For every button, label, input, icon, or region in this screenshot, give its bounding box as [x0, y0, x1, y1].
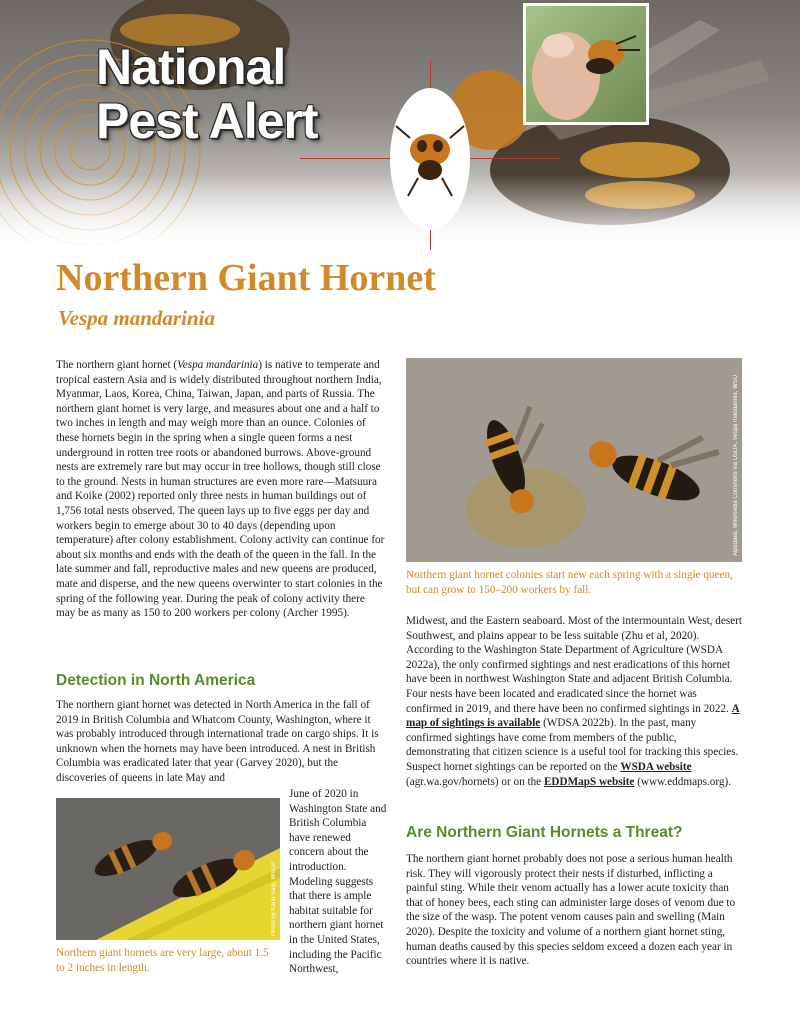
header-banner	[0, 0, 800, 250]
detection-heading: Detection in North America	[56, 672, 256, 689]
sightings-map-link[interactable]: A map of sightings is available	[406, 702, 740, 730]
distribution-text-b: (WDSA 2022b). In the past, many confirmed sightings have come from members of the public, demonstrating that citizen science is a useful tool for tracking this species. Suspect hornet sightings can be reported on the	[406, 717, 739, 773]
hornets-on-ruler-photo	[56, 798, 280, 940]
right-photo-caption: Northern giant hornet colonies start new each spring with a single queen, but can grow to 150–200 workers by fall.	[406, 569, 733, 596]
intro-paragraph	[56, 358, 386, 621]
header-title	[96, 40, 426, 148]
intro-species-name: Vespa mandarinia	[177, 359, 259, 371]
threat-paragraph: The northern giant hornet probably does not pose a serious human health risk. They will vigorously protect their nests if disturbed, inflicting a painful sting. While their venom actually has a lower acute toxicity than that of honey bees, each sting can administer large doses of venom due to the size of the wasp. The potent venom causes pain and swelling (Main 2020). Despite the toxicity and volume of a northern giant hornet sting, human deaths caused by this species seldom exceed a dozen each year in countries where it is native.	[406, 853, 736, 968]
intro-text-start: The northern giant hornet (	[56, 359, 178, 371]
scientific-name-subtitle: Vespa mandarinia	[58, 306, 215, 330]
hornet-colony-photo	[406, 358, 742, 562]
wsda-website-link[interactable]: WSDA website	[620, 760, 692, 773]
intro-text-rest: ) is native to temperate and tropical eastern Asia and is widely distributed throughout northern India, Myanmar, Laos, Korea, China, Taiwan, Japan, and parts of Russia. The northern giant hornet is very large, and measures about one and a half to two inches in length and may weigh more than an ounce. Colonies of these hornets begin in the spring when a single queen forms a nest underground in rotten tree roots or abandoned burrows. Above-ground nests are extremely rare but may occur in tree hollows, though still close to the ground. Nests in human structures are even more rare—Matsuura and Koike (2002) reported only three nests in human buildings out of 1,756 total nests observed. The queen lays up to five eggs per day and workers begin to emerge about 30 to 40 days (depending upon temperature) after colony establishment. Colony activity can continue for about six months and ends with the death of the queen in the fall. In the late summer and fall, reproductive males and new queens are produced, mate and disperse, and the new queens overwinter to start colonies in the spring of the following year. During the peak of colony activity there may be as many as 150 to 200 workers per colony (Archer 1995).	[56, 359, 385, 620]
right-photo-credit: Alpsdake, Wikimedia Commons via USDA, Vespa mandarinia, WSU	[733, 374, 739, 556]
hornet-head-oval-photo	[390, 88, 470, 230]
left-photo-caption: Northern giant hornets are very large, about 1.5 to 2 inches in length.	[56, 947, 269, 974]
header-title-line2: Pest Alert	[96, 93, 318, 149]
page-title: Northern Giant Hornet	[56, 257, 436, 299]
eddmaps-website-link[interactable]: EDDMapS website	[543, 775, 635, 788]
detection-paragraph-1: The northern giant hornet was detected in North America in the fall of 2019 in British Columbia and Whatcom County, Washington, where it was probably introduced through international trade on cargo ships. It is unknown when the hornets may have been introduced. A nest in British Columbia was eradicated later that year (Garvey 2020), but the discoveries of queens in late May and	[56, 699, 379, 784]
detection-paragraph-2: June of 2020 in Washington State and British Columbia have renewed concern about the introduction. Modeling suggests that there is ample habitat suitable for northern giant hornet in the United States, including the Pacific Northwest,	[289, 788, 387, 976]
distribution-text-d: (www.eddmaps.org).	[634, 775, 732, 788]
hornet-in-hand-inset-photo	[523, 3, 649, 125]
header-title-line1: National	[96, 39, 286, 95]
left-photo-credit: Photo by Karla Salp, WSDA	[271, 861, 277, 936]
distribution-text-a: Midwest, and the Eastern seaboard. Most of the intermountain West, desert Southwest, and plains appear to be less suitable (Zhu et al, 2020). According to the Washington State Department of Agriculture (WSDA 2022a), the only confirmed sightings and nest eradications of this hornet have been in northwest Washington State and adjacent British Columbia. Four nests have been located and eradicated since the hornet was confirmed in 2019, and there have been no confirmed sightings in 2022.	[406, 615, 742, 715]
threat-heading: Are Northern Giant Hornets a Threat?	[406, 824, 683, 841]
distribution-paragraph	[406, 614, 742, 789]
distribution-text-c: (agr.wa.gov/hornets) or on the	[406, 775, 544, 788]
